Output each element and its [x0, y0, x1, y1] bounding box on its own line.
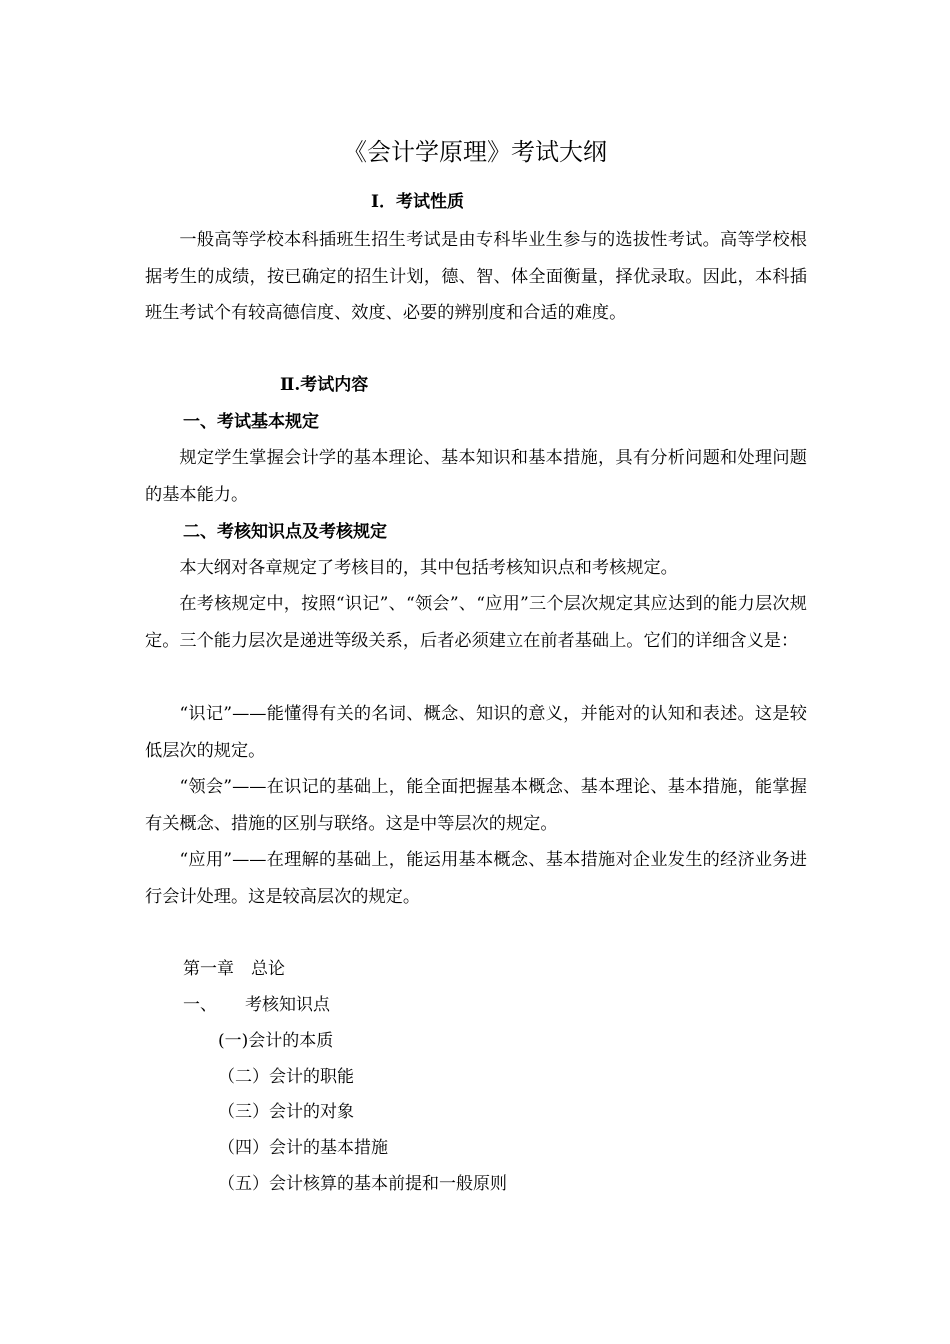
chapter-item-number: 一、	[183, 995, 217, 1015]
document-title: 《会计学原理》考试大纲	[343, 138, 607, 166]
section-heading-exam-content: Ⅱ.考试内容	[280, 375, 369, 395]
chapter-title: 第一章 总论	[183, 959, 285, 979]
section-heading-exam-nature: Ⅰ．考试性质	[371, 192, 464, 212]
subheading-assessment-points: 二、考核知识点及考核规定	[183, 522, 387, 542]
paragraph-ability-levels: 在考核规定中，按照“识记”、“领会”、“应用”三个层次规定其应达到的能力层次规定。三个能力层次是递进等级关系，后者必须建立在前者基础上。它们的详细含义是：	[145, 594, 807, 651]
knowledge-point: (一)会计的本质	[218, 1031, 334, 1051]
paragraph-exam-nature: 一般高等学校本科插班生招生考试是由专科毕业生参与的选拔性考试。高等学校根据考生的成绩，按已确定的招生计划，德、智、体全面衡量，择优录取。因此，本科插班生考试个有较高德信度、效度、必要的辨别度和合适的难度。	[145, 230, 807, 323]
subheading-basic-requirements: 一、考试基本规定	[183, 412, 319, 432]
knowledge-point: （二）会计的职能	[218, 1067, 354, 1087]
paragraph-outline-scope: 本大纲对各章规定了考核目的，其中包括考核知识点和考核规定。	[179, 558, 678, 578]
paragraph-recall-definition: “识记”——能懂得有关的名词、概念、知识的意义，并能对的认知和表述。这是较低层次的规定。	[145, 704, 807, 761]
paragraph-comprehension-definition: “领会”——在识记的基础上，能全面把握基本概念、基本理论、基本措施，能掌握有关概念、措施的区别与联络。这是中等层次的规定。	[145, 777, 807, 834]
knowledge-point: （五）会计核算的基本前提和一般原则	[218, 1174, 507, 1194]
paragraph-basic-requirements: 规定学生掌握会计学的基本理论、基本知识和基本措施，具有分析问题和处理问题的基本能力。	[145, 448, 807, 505]
knowledge-point: （三）会计的对象	[218, 1102, 354, 1122]
knowledge-point: （四）会计的基本措施	[218, 1138, 388, 1158]
paragraph-application-definition: “应用”——在理解的基础上，能运用基本概念、基本措施对企业发生的经济业务进行会计处理。这是较高层次的规定。	[145, 850, 807, 907]
chapter-item-label: 考核知识点	[245, 995, 330, 1015]
